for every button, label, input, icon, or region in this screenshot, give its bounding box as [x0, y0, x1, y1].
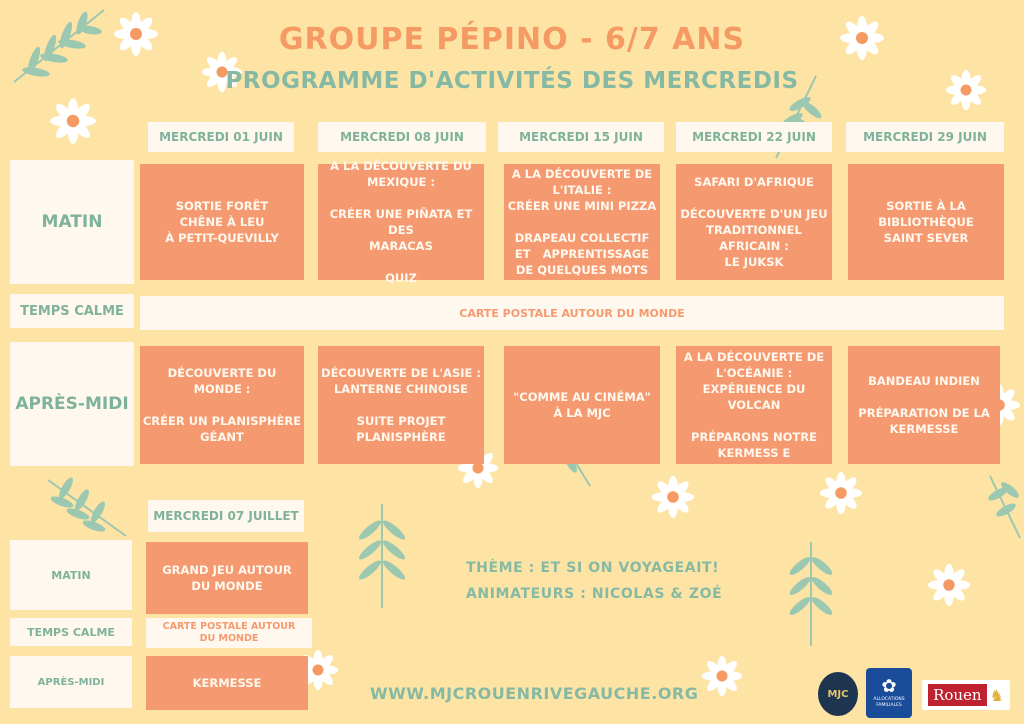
- activity-line: GÉANT: [200, 430, 244, 444]
- july-activity-matin: [146, 542, 308, 614]
- daisy-flower-icon: [48, 96, 98, 146]
- activity-line: MEXIQUE :: [366, 175, 436, 189]
- activity-line: A LA DÉCOUVERTE DU: [330, 159, 472, 173]
- row-label-temps-calme: TEMPS CALME: [10, 294, 134, 328]
- activity-line: SAFARI D'AFRIQUE: [694, 175, 814, 189]
- activity-cell-matin: [848, 164, 1004, 280]
- animators-text: ANIMATEURS : NICOLAS & ZOÉ: [466, 586, 723, 602]
- daisy-flower-icon: [650, 474, 696, 520]
- theme-text: THÈME : ET SI ON VOYAGEAIT!: [466, 560, 720, 576]
- mjc-logo: [818, 672, 858, 716]
- palm-leaf-icon: [980, 470, 1024, 540]
- activity-cell-apres-midi: [848, 346, 1000, 464]
- activity-line: PLANISPHÈRE: [356, 430, 446, 444]
- july-activity-temps-calme: [146, 618, 312, 648]
- activity-cell-matin: [140, 164, 304, 280]
- activity-line: CRÉER UN PLANISPHÈRE: [142, 414, 302, 428]
- palm-leaf-icon: [342, 500, 422, 610]
- activity-line: SORTIE À LA: [886, 199, 966, 213]
- activity-line: DÉCOUVERTE DE L'ASIE :: [321, 366, 481, 380]
- activity-cell-apres-midi: [140, 346, 304, 464]
- caf-logo-text: ALLOCATIONS FAMILIALES: [873, 697, 905, 708]
- july-date-tab: MERCREDI 07 JUILLET: [148, 500, 304, 532]
- activity-line: DE QUELQUES MOTS: [515, 263, 649, 277]
- activity-cell-matin: [504, 164, 660, 280]
- activity-line: TRADITIONNEL AFRICAIN :: [706, 223, 802, 253]
- activity-line: MARACAS: [369, 239, 433, 253]
- activity-line: DU MONDE: [199, 633, 259, 644]
- activity-line: QUIZ: [385, 271, 417, 285]
- activity-cell-apres-midi: [318, 346, 484, 464]
- rouen-logo-text: Rouen: [928, 684, 987, 706]
- activity-line: A LA DÉCOUVERTE DE: [511, 167, 653, 181]
- activity-line: BIBLIOTHÈQUE: [878, 215, 974, 229]
- temps-calme-activity: CARTE POSTALE AUTOUR DU MONDE: [140, 296, 1004, 330]
- activity-line: [399, 254, 403, 270]
- activity-line: DU MONDE: [191, 579, 263, 593]
- july-row-label-temps-calme: TEMPS CALME: [10, 618, 132, 646]
- activity-line: L'ITALIE :: [552, 183, 612, 197]
- activity-line: CARTE POSTALE AUTOUR: [162, 621, 296, 632]
- activity-line: [399, 190, 403, 206]
- date-tab: MERCREDI 08 JUIN: [318, 122, 486, 152]
- activity-line: CRÉER UNE PIÑATA ET DES: [329, 207, 473, 237]
- mjc-logo-text: MJC: [827, 688, 849, 700]
- july-activity-apres-midi: KERMESSE: [146, 656, 308, 710]
- date-tab: MERCREDI 15 JUIN: [498, 122, 664, 152]
- rouen-logo: [922, 680, 1010, 710]
- activity-line: CHÊNE À LEU: [179, 215, 265, 229]
- activity-line: ET APPRENTISSAGE: [514, 247, 650, 261]
- daisy-flower-icon: [818, 470, 864, 516]
- website-link[interactable]: WWW.MJCROUENRIVEGAUCHE.ORG: [370, 684, 699, 703]
- daisy-flower-icon: [700, 654, 744, 698]
- activity-line: DRAPEAU COLLECTIF: [514, 231, 650, 245]
- row-label-apres-midi: APRÈS-MIDI: [10, 342, 134, 466]
- activity-line: PRÉPARATION DE LA: [858, 406, 990, 420]
- activity-line: "COMME AU CINÉMA": [513, 390, 651, 404]
- daisy-flower-icon: [926, 562, 972, 608]
- activity-line: PRÉPARONS NOTRE: [691, 430, 817, 444]
- activity-line: DÉCOUVERTE D'UN JEU: [680, 207, 828, 221]
- rouen-lamb-icon: ♞: [989, 685, 1004, 705]
- activity-line: EXPÉRIENCE DU VOLCAN: [702, 382, 806, 412]
- page-subtitle: PROGRAMME D'ACTIVITÉS DES MERCREDIS: [225, 68, 799, 94]
- activity-cell-matin: [676, 164, 832, 280]
- caf-logo: [866, 668, 912, 718]
- activity-line: DÉCOUVERTE DU: [167, 366, 277, 380]
- date-tab: MERCREDI 29 JUIN: [846, 122, 1004, 152]
- activity-line: [752, 190, 756, 206]
- date-tab: MERCREDI 01 JUIN: [148, 122, 294, 152]
- activity-cell-matin: [318, 159, 484, 285]
- july-row-label-apres-midi: APRÈS-MIDI: [10, 656, 132, 708]
- activity-line: MONDE :: [193, 382, 251, 396]
- activity-cell-apres-midi: [504, 346, 660, 464]
- activity-line: À LA MJC: [553, 406, 611, 420]
- july-row-label-matin: MATIN: [10, 540, 132, 610]
- activity-line: SAINT SEVER: [883, 231, 969, 245]
- activity-line: KERMESS E: [717, 446, 791, 460]
- activity-line: GRAND JEU AUTOUR: [162, 563, 292, 577]
- activity-line: L'OCÉANIE :: [715, 366, 793, 380]
- palm-leaf-icon: [40, 470, 130, 540]
- activity-line: [922, 389, 926, 405]
- activity-line: SORTIE FORÊT: [175, 199, 269, 213]
- activity-line: CRÉER UNE MINI PIZZA: [507, 199, 657, 213]
- activity-line: [399, 397, 403, 413]
- activity-line: [752, 413, 756, 429]
- date-tab: MERCREDI 22 JUIN: [676, 122, 832, 152]
- activity-line: LE JUKSK: [724, 255, 784, 269]
- activity-line: [580, 214, 584, 230]
- activity-line: [220, 397, 224, 413]
- family-icon: ✿: [881, 676, 897, 697]
- activity-line: SUITE PROJET: [356, 414, 446, 428]
- activity-cell-apres-midi: [676, 346, 832, 464]
- palm-leaf-icon: [776, 538, 846, 648]
- activity-line: A LA DÉCOUVERTE DE: [683, 350, 825, 364]
- activity-line: À PETIT-QUEVILLY: [165, 231, 279, 245]
- page-title: GROUPE PÉPINO - 6/7 ANS: [278, 22, 746, 57]
- activity-line: LANTERNE CHINOISE: [333, 382, 469, 396]
- activity-line: BANDEAU INDIEN: [868, 374, 980, 388]
- row-label-matin: MATIN: [10, 160, 134, 284]
- activity-line: KERMESSE: [889, 422, 959, 436]
